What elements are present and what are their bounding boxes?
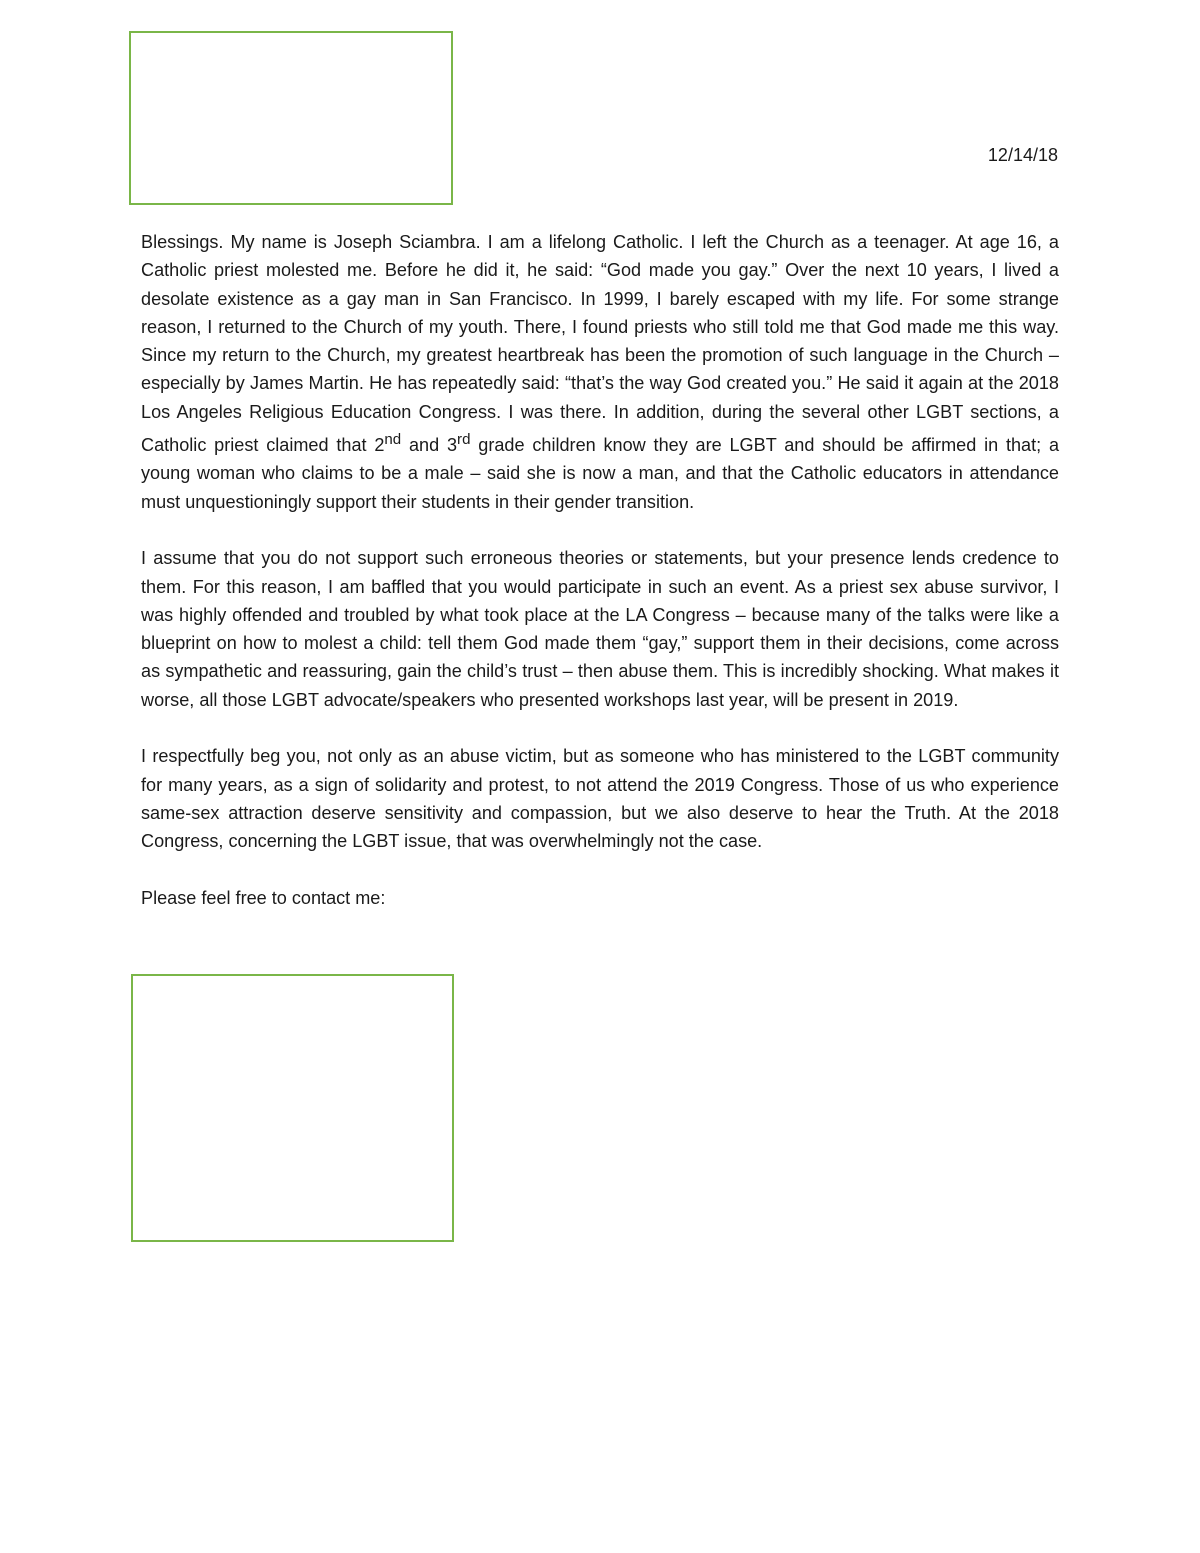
paragraph-request bbox=[141, 742, 1059, 855]
paragraph-concern-text: I assume that you do not support such erroneous theories or statements, but your presence lends credence to them. For this reason, I am baffled that you would participate in such an event. As a priest sex abuse survivor, I was highly offended and troubled by what took place at the LA Congress – because many of the talks were like a blueprint on how to molest a child: tell them God made them “gay,” support them in their decisions, come across as sympathetic and reassuring, gain the child’s trust – then abuse them. This is incredibly shocking. What makes it worse, all those LGBT advocate/speakers who presented workshops last year, will be present in 2019. bbox=[141, 548, 1059, 710]
paragraph-intro bbox=[141, 228, 1059, 516]
letterhead-redaction-box bbox=[129, 31, 453, 205]
superscript-nd: nd bbox=[384, 431, 402, 449]
letter-body bbox=[141, 228, 1059, 912]
letter-date: 12/14/18 bbox=[987, 145, 1058, 165]
paragraph-concern bbox=[141, 544, 1059, 714]
closing-line: Please feel free to contact me: bbox=[141, 887, 386, 908]
contact-redaction-box bbox=[131, 974, 454, 1242]
paragraph-intro-text-3: grade children know they are LGBT and should be affirmed in that; a young woman who claims to be a male – said she is now a man, and that the Catholic educators in attendance must unquestioningly support their students in their gender transition. bbox=[141, 435, 1060, 512]
superscript-rd: rd bbox=[457, 431, 471, 449]
paragraph-intro-text-2: and 3 bbox=[401, 435, 458, 456]
paragraph-request-text: I respectfully beg you, not only as an abuse victim, but as someone who has ministered to the LGBT community for many years, as a sign of solidarity and protest, to not attend the 2019 Congress. Those of us who experience same-sex attraction deserve sensitivity and compassion, but we also deserve to hear the Truth. At the 2018 Congress, concerning the LGBT issue, that was overwhelmingly not the case. bbox=[141, 746, 1059, 852]
paragraph-intro-text-1: Blessings. My name is Joseph Sciambra. I am a lifelong Catholic. I left the Church as a teenager. At age 16, a Catholic priest molested me. Before he did it, he said: “God made you gay.” Over the next 10 years, I lived a desolate existence as a gay man in San Francisco. In 1999, I barely escaped with my life. For some strange reason, I returned to the Church of my youth. There, I found priests who still told me that God made me this way. Since my return to the Church, my greatest heartbreak has been the promotion of such language in the Church – especially by James Martin. He has repeatedly said: “that’s the way God created you.” He said it again at the 2018 Los Angeles Religious Education Congress. I was there. In addition, during the several other LGBT sections, a Catholic priest claimed that 2 bbox=[141, 232, 1059, 456]
